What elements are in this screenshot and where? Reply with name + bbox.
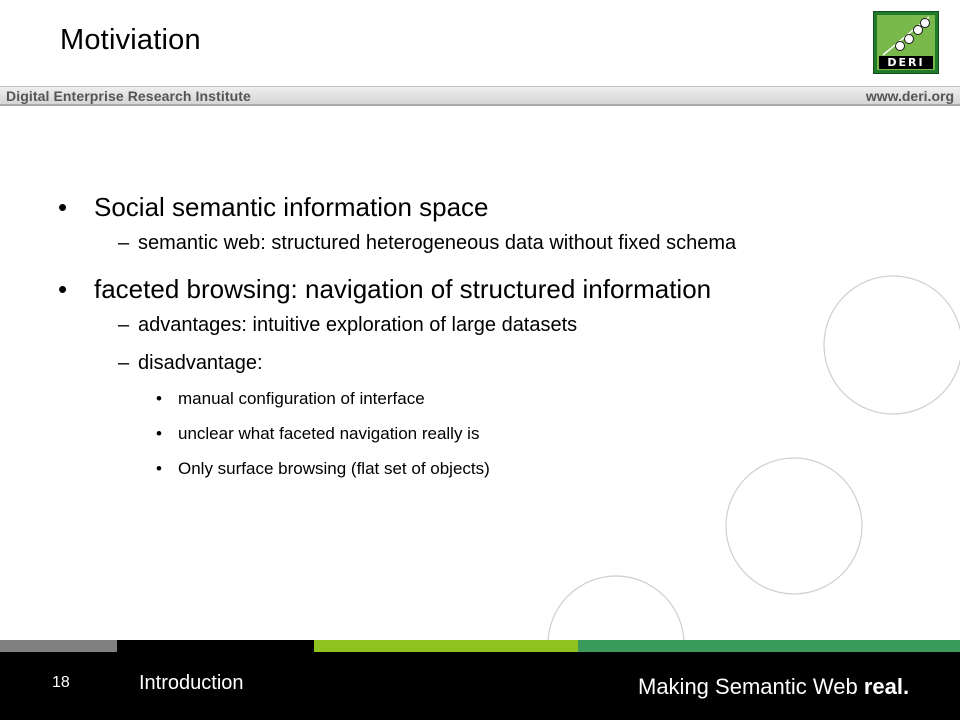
bar-segment-lime xyxy=(314,640,578,652)
sub-bullet-item xyxy=(58,230,878,256)
bullet-item xyxy=(58,272,878,306)
bullet-text: Social semantic information space xyxy=(94,192,489,222)
dots-logo-icon xyxy=(877,15,935,57)
tagline-bold: real. xyxy=(863,674,910,699)
website-link[interactable]: www.deri.org xyxy=(865,88,954,104)
bullet-marker: • xyxy=(156,459,162,478)
subsub-bullet-text: unclear what faceted navigation really is xyxy=(178,424,480,443)
logo-text: DERI xyxy=(879,56,933,69)
sub-bullet-text: advantages: intuitive exploration of large datasets xyxy=(138,314,578,336)
bar-segment-black xyxy=(117,640,314,652)
deri-logo xyxy=(873,11,939,74)
bullet-marker: • xyxy=(58,274,68,304)
bullet-text: faceted browsing: navigation of structured information xyxy=(94,274,712,304)
bullet-item xyxy=(58,190,878,224)
page-title: Motiviation xyxy=(60,24,201,56)
slide-number: 18 xyxy=(52,674,70,691)
bar-segment-grey xyxy=(0,640,117,652)
subsub-bullet-text: manual configuration of interface xyxy=(178,389,425,408)
dash-marker: – xyxy=(118,314,130,336)
footer xyxy=(0,652,960,720)
bar-segment-green xyxy=(578,640,960,652)
bullet-marker: • xyxy=(156,389,162,408)
subsub-bullet-text: Only surface browsing (flat set of objects) xyxy=(178,459,490,478)
dash-marker: – xyxy=(118,352,130,374)
bullet-marker: • xyxy=(58,192,68,222)
subsub-bullet-item xyxy=(58,388,878,410)
dash-marker: – xyxy=(118,232,130,254)
bullet-marker: • xyxy=(156,424,162,443)
subsub-bullet-item xyxy=(58,458,878,480)
tagline-prefix: Making Semantic Web xyxy=(638,674,864,699)
footer-color-bar xyxy=(0,640,960,652)
tagline xyxy=(638,674,909,700)
sub-bullet-item xyxy=(58,312,878,338)
sub-bullet-item xyxy=(58,350,878,376)
institute-name: Digital Enterprise Research Institute xyxy=(6,88,251,104)
header-band xyxy=(0,86,960,106)
slide-content xyxy=(58,190,878,493)
sub-bullet-text: semantic web: structured heterogeneous data without fixed schema xyxy=(138,232,737,254)
section-label: Introduction xyxy=(139,672,244,694)
sub-bullet-text: disadvantage: xyxy=(138,352,263,374)
subsub-bullet-item xyxy=(58,423,878,445)
